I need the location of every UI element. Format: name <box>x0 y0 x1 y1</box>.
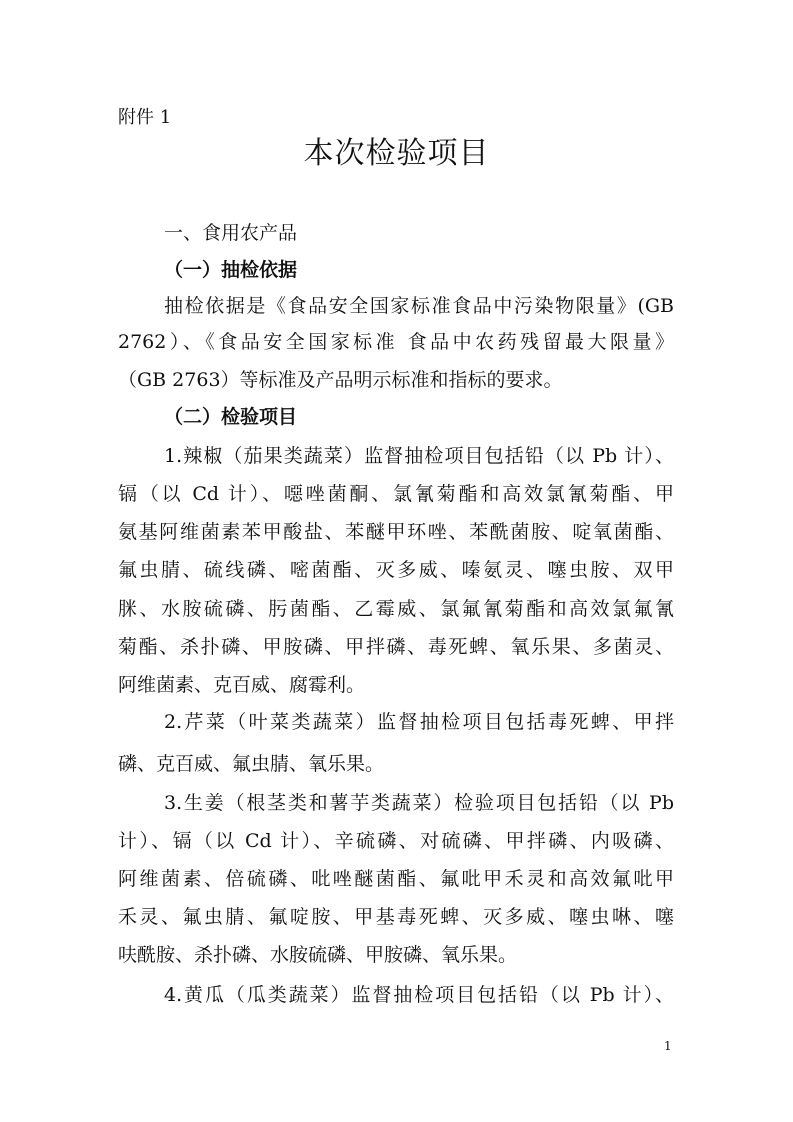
section-heading-edible-agricultural-products: 一、食用农产品 <box>164 222 298 244</box>
item3-line: 计）、镉（以 Cd 计）、辛硫磷、对硫磷、甲拌磷、内吸磷、 <box>118 830 674 852</box>
item3-line: 呋酰胺、杀扑磷、水胺硫磷、甲胺磷、氧乐果。 <box>118 944 518 966</box>
item4-line: 4.黄瓜（瓜类蔬菜）监督抽检项目包括铅（以 Pb 计）、 <box>164 984 674 1006</box>
subsection-heading-sampling-basis: （一）抽检依据 <box>164 259 298 281</box>
item1-line: 菊酯、杀扑磷、甲胺磷、甲拌磷、毒死蜱、氧乐果、多菌灵、 <box>118 636 674 658</box>
item1-line: 脒、水胺硫磷、肟菌酯、乙霉威、氯氟氰菊酯和高效氯氟氰 <box>118 598 674 620</box>
item1-line: 氟虫腈、硫线磷、嘧菌酯、灭多威、嗪氨灵、噻虫胺、双甲 <box>118 559 674 581</box>
item1-line: 阿维菌素、克百威、腐霉利。 <box>118 674 366 696</box>
basis-line: 抽检依据是《食品安全国家标准食品中污染物限量》(GB <box>164 295 674 317</box>
basis-line: 2762）、《食品安全国家标准 食品中农药残留最大限量》 <box>118 331 674 353</box>
item3-line: 3.生姜（根茎类和薯芋类蔬菜）检验项目包括铅（以 Pb <box>164 792 674 814</box>
attachment-label: 附件 1 <box>118 107 172 128</box>
item1-line: 氨基阿维菌素苯甲酸盐、苯醚甲环唑、苯酰菌胺、啶氧菌酯、 <box>118 521 674 543</box>
item1-line: 镉（以 Cd 计）、噁唑菌酮、氯氰菊酯和高效氯氰菊酯、甲 <box>118 483 674 505</box>
page-number: 1 <box>664 1039 672 1053</box>
page-title: 本次检验项目 <box>303 136 490 171</box>
item2-line: 2.芹菜（叶菜类蔬菜）监督抽检项目包括毒死蜱、甲拌 <box>164 711 674 733</box>
basis-line: （GB 2763）等标准及产品明示标准和指标的要求。 <box>118 369 563 391</box>
subsection-heading-inspection-items: （二）检验项目 <box>164 406 298 428</box>
item3-line: 阿维菌素、倍硫磷、吡唑醚菌酯、氟吡甲禾灵和高效氟吡甲 <box>118 868 674 890</box>
item1-line: 1.辣椒（茄果类蔬菜）监督抽检项目包括铅（以 Pb 计）、 <box>164 445 674 467</box>
item2-line: 磷、克百威、氟虫腈、氧乐果。 <box>118 753 385 775</box>
item3-line: 禾灵、氟虫腈、氟啶胺、甲基毒死蜱、灭多威、噻虫啉、噻 <box>118 906 674 928</box>
